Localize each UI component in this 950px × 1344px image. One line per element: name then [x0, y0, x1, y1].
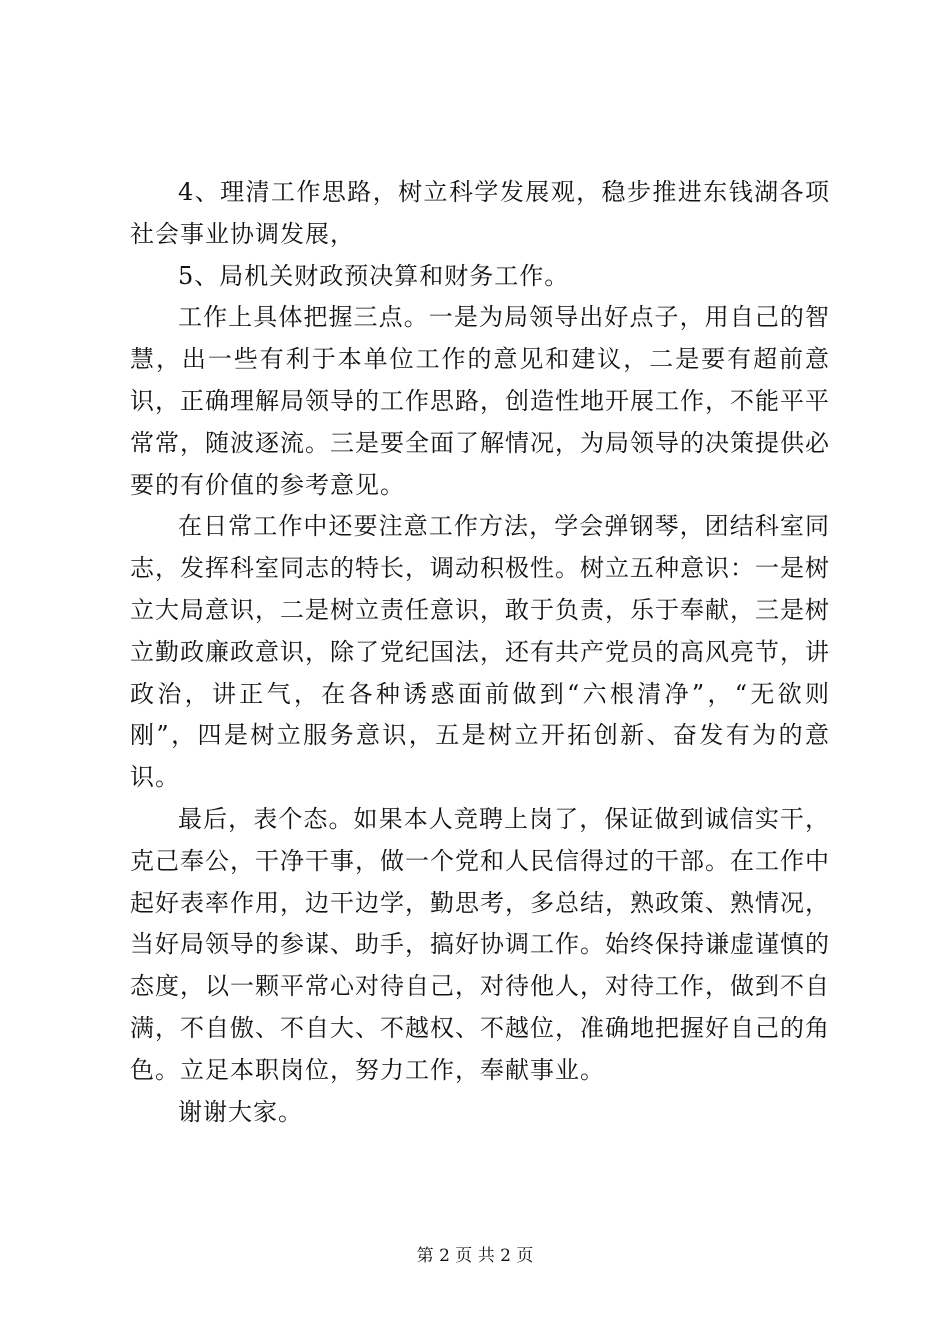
paragraph-commitment: 最后，表个态。如果本人竞聘上岗了，保证做到诚信实干，克己奉公，干净干事，做一个党和人民信得过的干部。在工作中起好表率作用，边干边学，勤思考，多总结，熟政策、熟情况，当好局领导的参谋、助手，搞好协调工作。始终保持谦虚谨慎的态度，以一颗平常心对待自己，对待他人，对待工作，做到不自满，不自傲、不自大、不越权、不越位，准确地把握好自己的角色。立足本职岗位，努力工作，奉献事业。 — [130, 804, 830, 1084]
paragraph-item-4: 4、理清工作思路，树立科学发展观，稳步推进东钱湖各项社会事业协调发展， — [130, 178, 830, 248]
page-number-footer: 第 2 页 共 2 页 — [416, 1246, 534, 1266]
document-body — [130, 172, 830, 1133]
paragraph-work-method: 在日常工作中还要注意工作方法，学会弹钢琴，团结科室同志，发挥科室同志的特长，调动积极性。树立五种意识：一是树立大局意识，二是树立责任意识，敢于负责，乐于奉献，三是树立勤政廉政意识，除了党纪国法，还有共产党员的高风亮节，讲政治，讲正气，在各种诱惑面前做到“六根清净”，“无欲则刚”，四是树立服务意识，五是树立开拓创新、奋发有为的意识。 — [130, 512, 830, 792]
paragraph-thanks: 谢谢大家。 — [178, 1097, 303, 1126]
paragraph-work-focus: 工作上具体把握三点。一是为局领导出好点子，用自己的智慧，出一些有利于本单位工作的意见和建议，二是要有超前意识，正确理解局领导的工作思路，创造性地开展工作，不能平平常常，随波逐流。三是要全面了解情况，为局领导的决策提供必要的有价值的参考意见。 — [130, 303, 830, 499]
paragraph-item-5: 5、局机关财政预决算和财务工作。 — [178, 261, 570, 290]
